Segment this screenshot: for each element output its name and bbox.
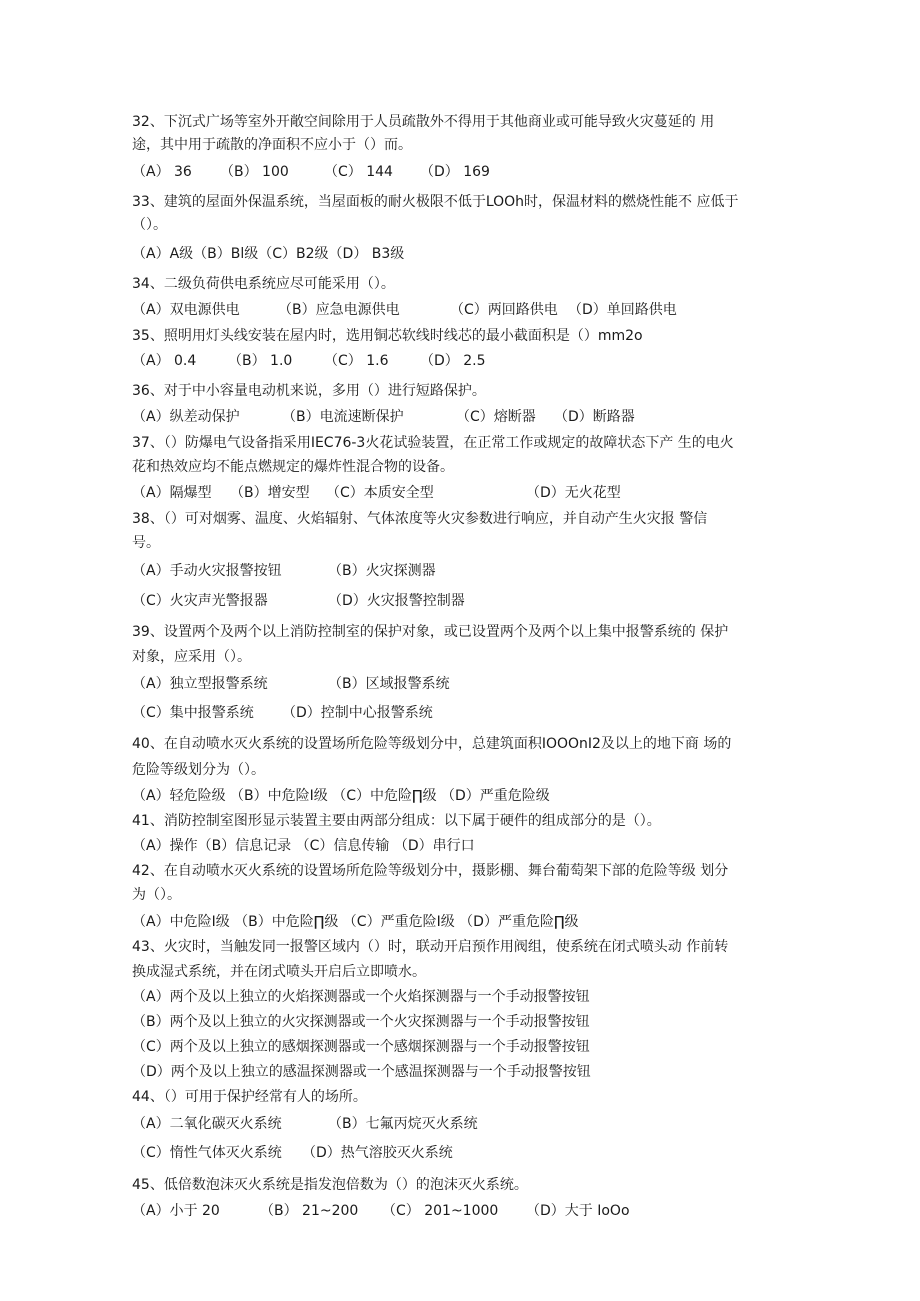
question-39-line-2: 对象，应采用（）。: [132, 649, 251, 665]
option-d: （D） 2.5: [420, 353, 486, 369]
question-44: 44、（）可用于保护经常有人的场所。: [132, 1089, 367, 1105]
option-a: （A）手动火灾报警按钮: [132, 563, 282, 579]
question-34-options: [132, 300, 802, 320]
question-39-options-1: [132, 674, 802, 694]
option-b: （B） 21~200: [260, 1203, 359, 1219]
question-42-line-2: 为（）。: [132, 887, 181, 903]
question-39-line-1: 39、设置两个及两个以上消防控制室的保护对象，或已设置两个及两个以上集中报警系统的 保护: [132, 624, 729, 640]
option-c: （C）集中报警系统: [132, 705, 254, 721]
option-b: （B）电流速断保护: [282, 409, 404, 425]
question-36: 36、对于中小容量电动机来说，多用（）进行短路保护。: [132, 383, 486, 399]
option-b: （B）应急电源供电: [278, 302, 400, 318]
option-a: （A）隔爆型: [132, 485, 212, 501]
question-36-options: [132, 407, 802, 427]
option-b: （B）七氟丙烷灭火系统: [328, 1116, 478, 1132]
question-43-option-d: （D）两个及以上独立的感温探测器或一个感温探测器与一个手动报警按钮: [132, 1064, 591, 1080]
question-37-line-2: 花和热效应均不能点燃规定的爆炸性混合物的设备。: [132, 459, 454, 475]
option-d: （D）单回路供电: [568, 302, 677, 318]
option-d: （D）大于 IoOo: [526, 1203, 630, 1219]
option-a: （A） 0.4: [132, 353, 197, 369]
question-38-line-2: 号。: [132, 535, 160, 551]
option-b: （B）增安型: [230, 485, 310, 501]
option-a: （A） 36: [132, 164, 192, 180]
question-38-options-2: [132, 591, 802, 611]
option-a: （A）小于 20: [132, 1203, 220, 1219]
option-b: （B）区域报警系统: [328, 676, 450, 692]
question-43-line-1: 43、火灾时，当触发同一报警区域内（）时，联动开启预作用阀组，使系统在闭式喷头动 作前转: [132, 939, 729, 955]
question-32-line-2: 途，其中用于疏散的净面积不应小于（）而。: [132, 137, 412, 153]
question-43-option-c: （C）两个及以上独立的感烟探测器或一个感烟探测器与一个手动报警按钮: [132, 1039, 590, 1055]
question-37-line-1: 37、（）防爆电气设备指采用IEC76-3火花试验装置，在正常工作或规定的故障状态下产 生的电火: [132, 435, 734, 451]
question-35: 35、照明用灯头线安装在屋内时，选用铜芯软线时线芯的最小截面积是（）mm2o: [132, 328, 643, 344]
question-32-line-1: 32、下沉式广场等室外开敞空间除用于人员疏散外不得用于其他商业或可能导致火灾蔓延的 用: [132, 114, 715, 130]
question-35-options: [132, 351, 802, 371]
question-39-options-2: [132, 703, 802, 723]
option-c: （C） 1.6: [324, 353, 389, 369]
option-c: （C） 201~1000: [382, 1203, 499, 1219]
question-41-options: （A）操作（B）信息记录 （C）信息传输 （D）串行口: [132, 838, 475, 854]
option-a: （A）独立型报警系统: [132, 676, 268, 692]
question-38-line-1: 38、（）可对烟雾、温度、火焰辐射、气体浓度等火灾参数进行响应，并自动产生火灾报 警信: [132, 511, 708, 527]
question-40-line-1: 40、在自动喷水灭火系统的设置场所危险等级划分中，总建筑面积IOOOnI2及以上的地下商 场的: [132, 736, 732, 752]
question-41: 41、消防控制室图形显示装置主要由两部分组成：以下属于硬件的组成部分的是（）。: [132, 813, 661, 829]
option-d: （D）热气溶胶灭火系统: [302, 1145, 453, 1161]
question-33-options: （A）A级（B）Bl级（C）B2级（D） B3级: [132, 246, 405, 262]
question-44-options-1: [132, 1114, 802, 1134]
option-b: （B） 100: [220, 164, 289, 180]
question-42-options: （A）中危险I级 （B）中危险∏级 （C）严重危险I级 （D）严重危险∏级: [132, 914, 579, 930]
question-40-options: （A）轻危险级 （B）中危险I级 （C）中危险∏级 （D）严重危险级: [132, 788, 550, 804]
option-a: （A）二氧化碳灭火系统: [132, 1116, 282, 1132]
option-c: （C）熔断器: [456, 409, 536, 425]
option-d: （D）断路器: [554, 409, 635, 425]
option-b: （B）火灾探测器: [328, 563, 436, 579]
question-42-line-1: 42、在自动喷水灭火系统的设置场所危险等级划分中，摄影棚、舞台葡萄架下部的危险等级 划分: [132, 863, 729, 879]
option-c: （C）火灾声光警报器: [132, 593, 268, 609]
question-43-option-b: （B）两个及以上独立的火灾探测器或一个火灾探测器与一个手动报警按钮: [132, 1014, 590, 1030]
option-c: （C） 144: [324, 164, 393, 180]
question-33-line-2: （）。: [132, 217, 167, 233]
question-45: 45、低倍数泡沫灭火系统是指发泡倍数为（）的泡沫灭火系统。: [132, 1177, 528, 1193]
question-33-line-1: 33、建筑的屋面外保温系统，当屋面板的耐火极限不低于LOOh时，保温材料的燃烧性能不 应低于: [132, 194, 739, 210]
question-32-options: [132, 162, 802, 182]
option-c: （C）本质安全型: [326, 485, 434, 501]
question-37-options: [132, 483, 802, 503]
question-45-options: [132, 1201, 802, 1221]
option-c: （C）惰性气体灭火系统: [132, 1145, 282, 1161]
question-43-line-2: 换成湿式系统，并在闭式喷头开启后立即喷水。: [132, 964, 426, 980]
option-d: （D）无火花型: [526, 485, 621, 501]
option-a: （A）双电源供电: [132, 302, 240, 318]
question-44-options-2: [132, 1143, 802, 1163]
question-34: 34、二级负荷供电系统应尽可能采用（）。: [132, 276, 395, 292]
question-38-options-1: [132, 561, 802, 581]
question-43-option-a: （A）两个及以上独立的火焰探测器或一个火焰探测器与一个手动报警按钮: [132, 989, 590, 1005]
option-c: （C）两回路供电: [450, 302, 558, 318]
option-d: （D）火灾报警控制器: [328, 593, 465, 609]
question-40-line-2: 危险等级划分为（）。: [132, 762, 265, 778]
option-d: （D） 169: [420, 164, 490, 180]
option-d: （D）控制中心报警系统: [282, 705, 433, 721]
option-a: （A）纵差动保护: [132, 409, 240, 425]
option-b: （B） 1.0: [228, 353, 293, 369]
